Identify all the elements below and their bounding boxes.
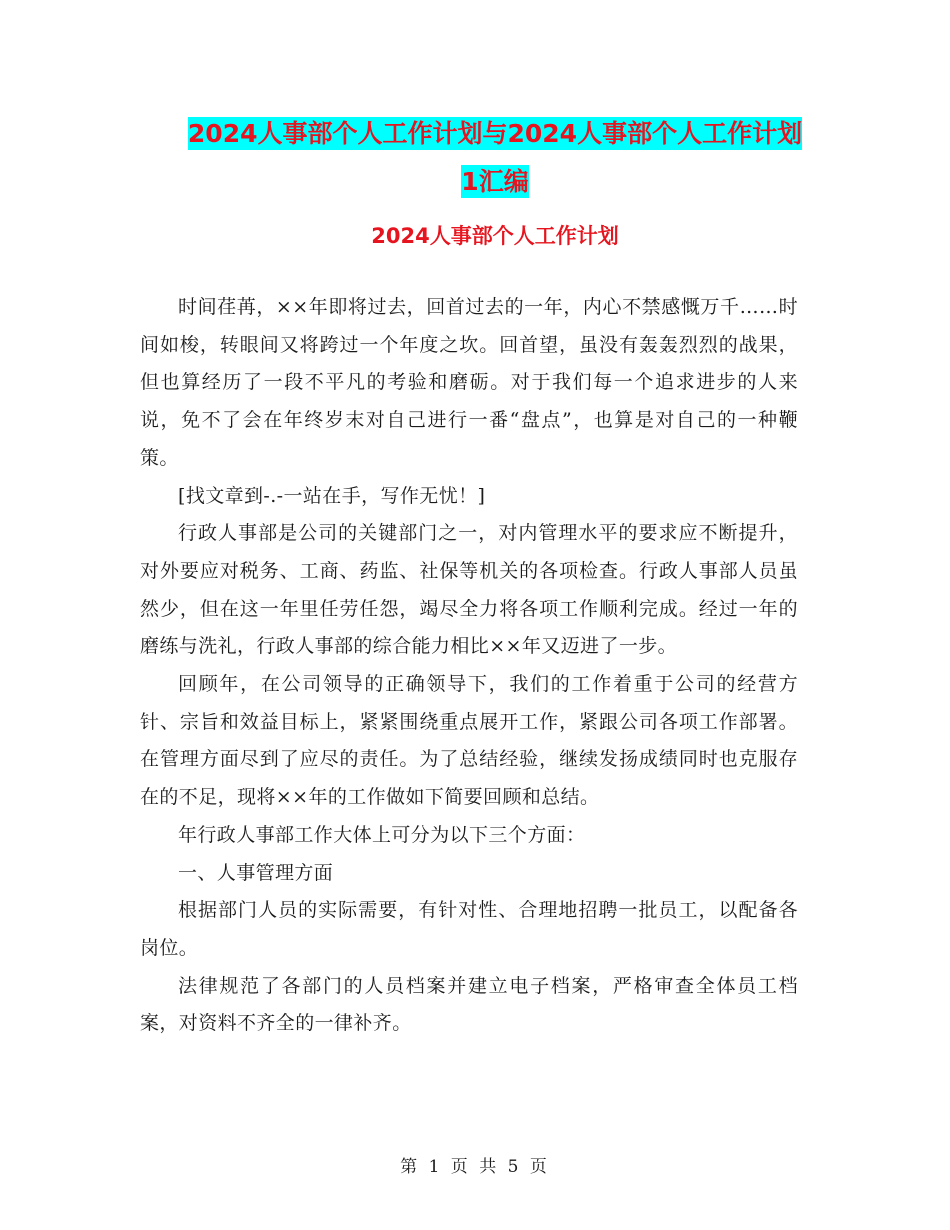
paragraph: 年行政人事部工作大体上可分为以下三个方面：: [178, 823, 586, 846]
page-number-footer: 第 1 页 共 5 页: [400, 1157, 550, 1177]
paragraph: 时间荏苒，××年即将过去，回首过去的一年，内心不禁感慨万千……时间如梭，转眼间又将跨过一个年度之坎。回首望，虽没有轰轰烈烈的战果，但也算经历了一段不平凡的考验和磨砺。对于我们每一个追求进步的人来说，免不了会在年终岁末对自己进行一番“盘点”，也算是对自己的一种鞭策。: [140, 296, 798, 469]
document-body: [140, 289, 798, 1043]
paragraph: 行政人事部是公司的关键部门之一，对内管理水平的要求应不断提升，对外要应对税务、工商、药监、社保等机关的各项检查。行政人事部人员虽然少，但在这一年里任劳任怨，竭尽全力将各项工作顺利完成。经过一年的磨练与洗礼，行政人事部的综合能力相比××年又迈进了一步。: [140, 522, 798, 658]
paragraph: 回顾年，在公司领导的正确领导下，我们的工作着重于公司的经营方针、宗旨和效益目标上，紧紧围绕重点展开工作，紧跟公司各项工作部署。在管理方面尽到了应尽的责任。为了总结经验，继续发扬成绩同时也克服存在的不足，现将××年的工作做如下简要回顾和总结。: [140, 673, 798, 809]
document-title-line-2: 1汇编: [461, 167, 529, 196]
document-title-line-1: 2024人事部个人工作计划与2024人事部个人工作计划: [187, 119, 803, 148]
paragraph: 法律规范了各部门的人员档案并建立电子档案，严格审查全体员工档案，对资料不齐全的一律补齐。: [140, 974, 798, 1035]
section-title: 2024人事部个人工作计划: [371, 224, 619, 248]
paragraph: [找文章到-.-一站在手，写作无忧！]: [178, 484, 486, 507]
document-title: [140, 110, 850, 206]
paragraph: 根据部门人员的实际需要，有针对性、合理地招聘一批员工，以配备各岗位。: [140, 899, 798, 959]
paragraph: 一、人事管理方面: [178, 861, 334, 884]
